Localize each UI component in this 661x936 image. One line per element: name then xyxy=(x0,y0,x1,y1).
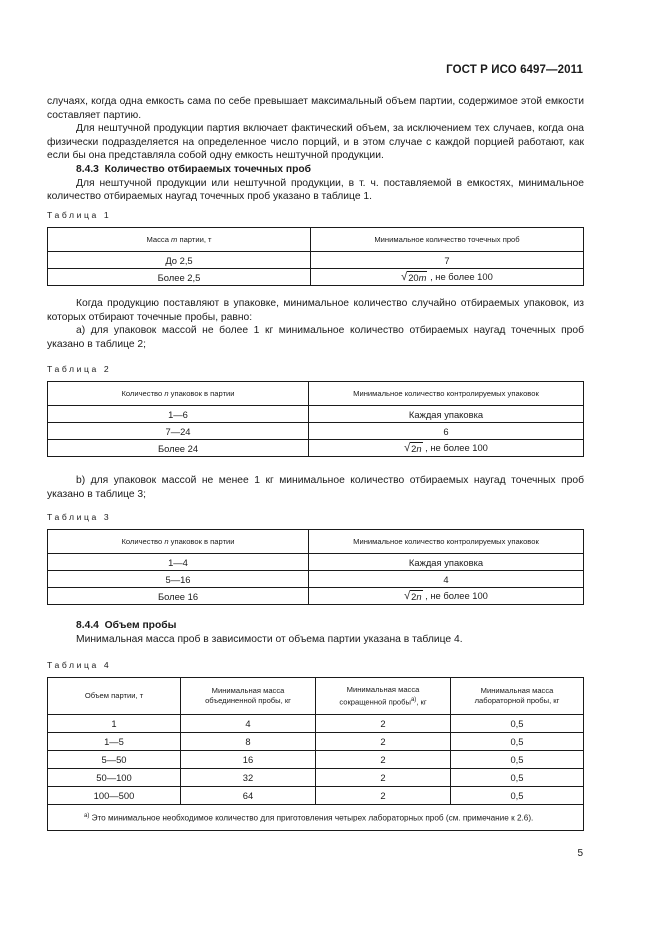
table-cell: 2 xyxy=(316,751,451,769)
table-header-cell: Минимальное количество контролируемых упаковок xyxy=(309,530,584,554)
section-title: Количество отбираемых точечных проб xyxy=(104,163,312,175)
table-4 xyxy=(47,677,584,831)
section-number: 8.4.4 xyxy=(76,620,99,631)
table-row xyxy=(48,715,584,733)
table-header-cell: Количество n упаковок в партии xyxy=(48,382,309,406)
page-number: 5 xyxy=(577,848,583,859)
table-cell: 0,5 xyxy=(451,751,584,769)
table-cell: Более 2,5 xyxy=(48,269,311,286)
table-cell: 4 xyxy=(309,571,584,588)
table-cell: 1—5 xyxy=(48,733,181,751)
table-header-cell: Минимальное количество контролируемых упаковок xyxy=(309,382,584,406)
table-cell: Более 24 xyxy=(48,440,309,457)
table-cell: 8 xyxy=(181,733,316,751)
square-root-icon: √ 2n xyxy=(404,442,422,455)
table-caption: Таблица 4 xyxy=(47,660,112,670)
table-caption: Таблица 3 xyxy=(47,512,112,522)
table-cell: 4 xyxy=(181,715,316,733)
table-cell: До 2,5 xyxy=(48,252,311,269)
table-caption: Таблица 1 xyxy=(47,210,112,220)
table-cell: 100—500 xyxy=(48,787,181,805)
paragraph: Для нештучной продукции или нештучной продукции, в т. ч. поставляемой в емкостях, минимальное количество отбираемых наугад точечных проб указано в таблице 1. xyxy=(47,177,584,203)
paragraph: а) для упаковок массой не более 1 кг минимальное количество отбираемых наугад точечных проб указано в таблице 2; xyxy=(47,325,584,350)
table-cell: 32 xyxy=(181,769,316,787)
table-row xyxy=(48,787,584,805)
table-cell: 0,5 xyxy=(451,769,584,787)
table-cell: √ 2n , не более 100 xyxy=(309,588,584,605)
table-row xyxy=(48,733,584,751)
text-block-4 xyxy=(47,619,584,646)
section-title: Объем пробы xyxy=(104,620,177,631)
text-block-3 xyxy=(47,474,584,501)
table-cell: 6 xyxy=(309,423,584,440)
section-heading-8-4-4 xyxy=(47,619,584,633)
table-row xyxy=(48,769,584,787)
table-cell: √ 2n , не более 100 xyxy=(309,440,584,457)
table-cell: Каждая упаковка xyxy=(309,406,584,423)
table-1 xyxy=(47,227,584,286)
table-3 xyxy=(47,529,584,605)
table-cell: 5—50 xyxy=(48,751,181,769)
table-cell: √ 20m , не более 100 xyxy=(311,269,584,286)
square-root-icon: √ 20m xyxy=(401,271,427,284)
text-block-2 xyxy=(47,297,584,351)
table-cell: 16 xyxy=(181,751,316,769)
table-cell: 1—6 xyxy=(48,406,309,423)
paragraph: b) для упаковок массой не менее 1 кг минимальное количество отбираемых наугад точечных проб указано в таблице 3; xyxy=(47,475,584,500)
table-header-cell: Минимальная масса объединенной пробы, кг xyxy=(181,678,316,715)
table-header-cell: Минимальная масса лабораторной пробы, кг xyxy=(451,678,584,715)
table-header-cell: Минимальная масса сокращенной пробы$^{а)}$, кг xyxy=(316,678,451,715)
paragraph: Минимальная масса проб в зависимости от объема партии указана в таблице 4. xyxy=(76,633,463,645)
table-cell: 64 xyxy=(181,787,316,805)
table-cell: 50—100 xyxy=(48,769,181,787)
table-cell: Каждая упаковка xyxy=(309,554,584,571)
table-cell: 0,5 xyxy=(451,787,584,805)
table-footnote: $^{а)}$ Это минимальное необходимое количество для приготовления четырех лабораторных проб (см. примечание к 2.6). xyxy=(48,805,584,831)
table-cell: 7—24 xyxy=(48,423,309,440)
table-cell: Более 16 xyxy=(48,588,309,605)
table-cell: 0,5 xyxy=(451,733,584,751)
table-cell: 1 xyxy=(48,715,181,733)
table-cell: 2 xyxy=(316,787,451,805)
section-number: 8.4.3 xyxy=(76,163,99,175)
table-cell: 5—16 xyxy=(48,571,309,588)
table-cell: 0,5 xyxy=(451,715,584,733)
section-heading-8-4-3 xyxy=(47,163,584,177)
standard-code: ГОСТ Р ИСО 6497—2011 xyxy=(446,64,583,76)
paragraph: Когда продукцию поставляют в упаковке, минимальное количество случайно отбираемых упаковок, из которых отбирают точечные пробы, равно: xyxy=(47,298,584,323)
table-header-cell: Масса m партии, т xyxy=(48,228,311,252)
table-row xyxy=(48,751,584,769)
text-block-1 xyxy=(47,95,584,204)
paragraph: случаях, когда одна емкость сама по себе превышает максимальный объем партии, содержимое этой емкости составляет партию. xyxy=(47,96,584,121)
table-caption: Таблица 2 xyxy=(47,364,112,374)
table-cell: 1—4 xyxy=(48,554,309,571)
table-header-cell: Количество n упаковок в партии xyxy=(48,530,309,554)
paragraph: Для нештучной продукции партия включает фактический объем, за исключением тех случаев, когда она физически подразделяется на определенное число порций, и в этом случае с каждой порцией работают, как если бы она представляла собой одну емкость нештучной продукции. xyxy=(47,123,584,162)
table-header-cell: Объем партии, т xyxy=(48,678,181,715)
table-cell: 2 xyxy=(316,733,451,751)
table-cell: 2 xyxy=(316,769,451,787)
square-root-icon: √ 2n xyxy=(404,590,422,603)
table-2 xyxy=(47,381,584,457)
table-cell: 2 xyxy=(316,715,451,733)
table-header-cell: Минимальное количество точечных проб xyxy=(311,228,584,252)
table-cell: 7 xyxy=(311,252,584,269)
